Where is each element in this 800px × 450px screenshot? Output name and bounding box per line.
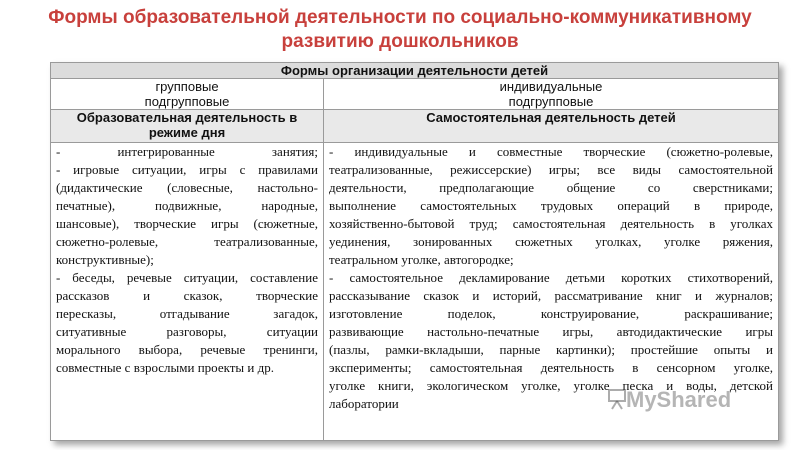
col-left-title bbox=[51, 110, 324, 143]
right-content-line: лаборатории bbox=[329, 396, 399, 411]
forms-left-1: подгрупповые bbox=[144, 94, 230, 109]
left-content-line: пересказы, отгадывание загадок, bbox=[56, 306, 318, 321]
left-content-line: шансовые), творческие игры (сюжетные, bbox=[56, 216, 318, 231]
left-content-line: - беседы, речевые ситуации, составление bbox=[56, 270, 318, 285]
title-line-1: Формы образовательной деятельности по социально-коммуникативному bbox=[48, 7, 752, 28]
left-content-line: ситуативные разговоры, ситуации bbox=[56, 324, 318, 339]
forms-right-0: индивидуальные bbox=[499, 79, 603, 94]
table-header: Формы организации деятельности детей bbox=[51, 63, 779, 79]
left-content-line: морального выбора, речевые тренинги, bbox=[56, 342, 318, 357]
forms-right-1: подгрупповые bbox=[508, 94, 594, 109]
forms-row bbox=[51, 79, 779, 110]
right-content-line: - индивидуальные и совместные творческие (сюжетно-ролевые, bbox=[329, 144, 773, 159]
table-header-row bbox=[51, 63, 779, 79]
right-content-line: уголке книги, экологическом уголке, уголке песка и воды, детской bbox=[329, 378, 773, 393]
left-content-line: печатные), подвижные, народные, bbox=[56, 198, 318, 213]
watermark-text: MyShared bbox=[626, 387, 732, 412]
right-content-line: изготовление поделок, конструирование, раскрашивание; bbox=[329, 306, 773, 321]
left-content-line: (дидактические (словесные, настольно- bbox=[56, 180, 318, 195]
left-content-cell bbox=[51, 143, 324, 441]
left-content-line: совместные с взрослыми проекты и др. bbox=[56, 360, 274, 375]
left-content-line: рассказов и сказок, творческие bbox=[56, 288, 318, 303]
right-content-line: - самостоятельное декламирование детьми коротких стихотворений, bbox=[329, 270, 773, 285]
right-content-line: хозяйственно-бытовой труд; самостоятельная деятельность в уголках bbox=[329, 216, 773, 231]
right-content-line: эксперименты; самостоятельная деятельность в сенсорном уголке, bbox=[329, 360, 773, 375]
right-content-line: театральном уголке, автогородке; bbox=[329, 252, 514, 267]
right-content-line: театрализованные, режиссерские) игры; все виды самостоятельной bbox=[329, 162, 773, 177]
left-content-line: - игровые ситуации, игры с правилами bbox=[56, 162, 318, 177]
forms-table bbox=[50, 62, 779, 441]
col-right-title: Самостоятельная деятельность детей bbox=[324, 110, 779, 143]
right-content-cell bbox=[324, 143, 779, 441]
right-content-line: рассказывание сказок и историй, рассматривание книг и журналов; bbox=[329, 288, 773, 303]
left-content-line: - интегрированные занятия; bbox=[56, 144, 318, 159]
left-content-line: сюжетно-ролевые, театрализованные, bbox=[56, 234, 318, 249]
left-content-line: конструктивные); bbox=[56, 252, 154, 267]
page-title bbox=[0, 6, 800, 54]
title-line-2: развитию дошкольников bbox=[281, 31, 519, 52]
col-left-title-line-1: Образовательная деятельность в bbox=[76, 110, 298, 125]
right-content-line: деятельности, предполагающие общение со сверстниками; bbox=[329, 180, 773, 195]
col-left-title-line-2: режиме дня bbox=[148, 125, 226, 140]
right-content-line: развивающие настольно-печатные игры, автодидактические игры bbox=[329, 324, 773, 339]
forms-left-0: групповые bbox=[155, 79, 219, 94]
column-titles-row bbox=[51, 110, 779, 143]
forms-left-cell bbox=[51, 79, 324, 110]
right-content-line: (пазлы, рамки-вкладыши, парные картинки); простейшие опыты и bbox=[329, 342, 773, 357]
right-content-line: выполнение самостоятельных трудовых операций в природе, bbox=[329, 198, 773, 213]
forms-right-cell bbox=[324, 79, 779, 110]
right-content-line: уединения, зонированных сюжетных уголках, уголке ряжения, bbox=[329, 234, 773, 249]
content-row bbox=[51, 143, 779, 441]
